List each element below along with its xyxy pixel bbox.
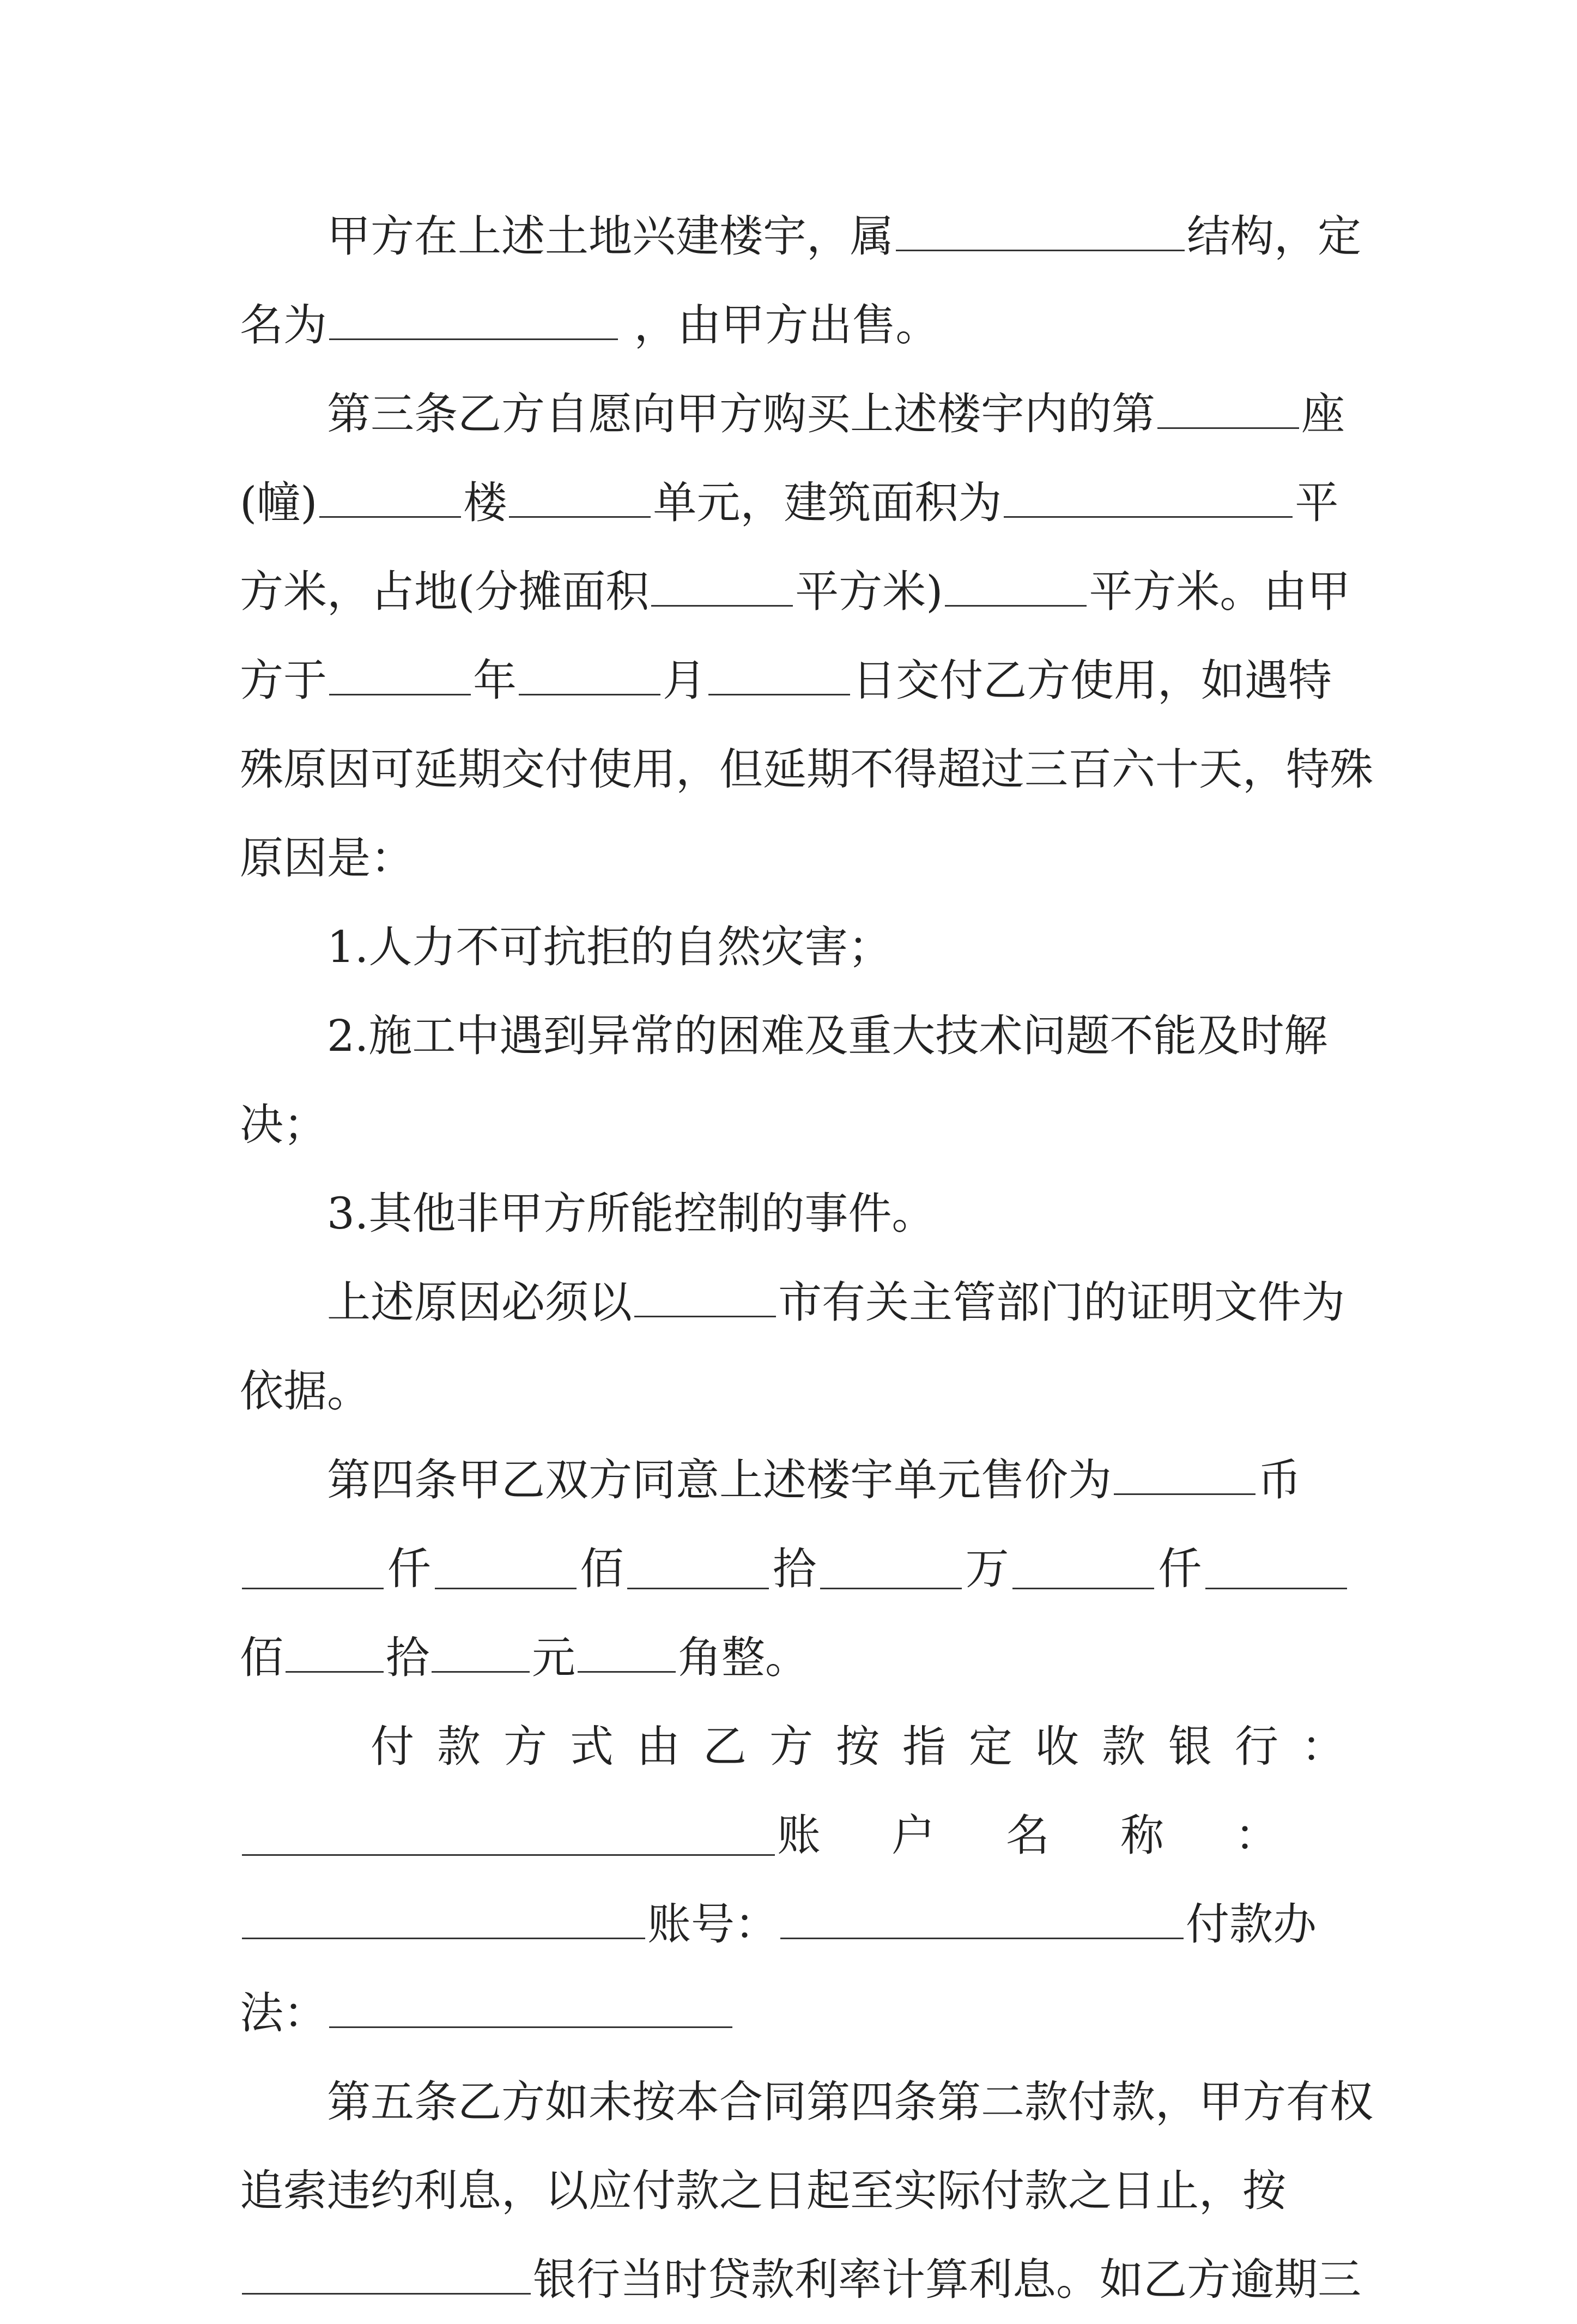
- text-segment: 币: [1258, 1455, 1301, 1505]
- shared-area-blank: [651, 566, 793, 607]
- text-segment: 账户名称：: [777, 1810, 1349, 1861]
- text-segment: 名为: [240, 300, 327, 350]
- payment-method-blank: [329, 1987, 732, 2028]
- text-line: [240, 1791, 1349, 1880]
- text-segment: (幢): [240, 477, 318, 528]
- text-line: [240, 2235, 1361, 2324]
- text-line: [240, 725, 1373, 814]
- text-line: [240, 2057, 1373, 2146]
- bank-blank: [242, 1815, 775, 1856]
- text-segment: ，由甲方出售。: [634, 300, 939, 350]
- name-blank: [329, 299, 618, 340]
- text-segment: 殊原因可延期交付使用，但延期不得超过三百六十天，特殊: [240, 744, 1373, 795]
- text-line: [240, 370, 1349, 458]
- bank-name-blank: [242, 2254, 531, 2295]
- text-line: [240, 1613, 1349, 1702]
- text-line: [240, 192, 1361, 281]
- land-area-blank: [945, 566, 1087, 607]
- text-segment: 依据。: [240, 1366, 371, 1417]
- seat-blank: [1157, 388, 1299, 429]
- text-segment: 拾: [772, 1544, 816, 1594]
- text-segment: 3.其他非甲方所能控制的事件。: [327, 1188, 936, 1239]
- currency-blank: [1114, 1454, 1255, 1495]
- building-blank: [319, 477, 461, 518]
- text-line: [240, 1436, 1349, 1524]
- text-segment: 平方米): [795, 566, 943, 617]
- text-segment: 付款方式由乙方按指定收款银行：: [371, 1721, 1368, 1772]
- text-line: [240, 1258, 1349, 1347]
- text-segment: 2.施工中遇到异常的困难及重大技术问题不能及时解: [327, 1010, 1328, 1061]
- text-line: [240, 547, 1349, 636]
- text-segment: 角整。: [678, 1632, 809, 1683]
- amount-blank: [1012, 1548, 1154, 1589]
- text-segment: 月: [663, 655, 706, 706]
- text-segment: 市有关主管部门的证明文件为: [778, 1277, 1345, 1328]
- list-item: [240, 903, 1349, 991]
- month-blank: [519, 655, 660, 695]
- text-segment: 账号：: [647, 1899, 778, 1950]
- list-item: [240, 991, 1349, 1080]
- text-segment: 方米，占地(分摊面积: [240, 566, 650, 617]
- text-segment: 第四条甲乙双方同意上述楼宇单元售价为: [327, 1455, 1112, 1505]
- text-segment: 佰: [580, 1544, 624, 1594]
- account-number-blank: [780, 1898, 1184, 1939]
- area-blank: [1004, 477, 1293, 518]
- text-segment: 原因是：: [240, 833, 414, 883]
- text-segment: 万: [965, 1544, 1009, 1594]
- amount-blank: [242, 1548, 384, 1589]
- text-segment: 元: [532, 1632, 575, 1683]
- text-line: [240, 1347, 1349, 1436]
- text-segment: 追索违约利息，以应付款之日起至实际付款之日止，按: [240, 2165, 1286, 2216]
- text-segment: 甲方在上述土地兴建楼宇，属: [327, 211, 894, 262]
- text-segment: 座: [1301, 389, 1345, 439]
- text-segment: 上述原因必须以: [327, 1277, 632, 1328]
- text-line: [240, 636, 1349, 725]
- text-segment: 第五条乙方如未按本合同第四条第二款付款，甲方有权: [327, 2077, 1373, 2127]
- city-blank: [634, 1276, 776, 1317]
- text-segment: 楼: [463, 477, 507, 528]
- text-segment: 方于: [240, 655, 327, 706]
- text-segment: 日交付乙方使用，如遇特: [852, 655, 1332, 706]
- text-segment: 仟: [387, 1544, 431, 1594]
- unit-blank: [509, 477, 651, 518]
- amount-blank: [627, 1548, 769, 1589]
- text-line: [240, 2146, 1349, 2235]
- text-segment: 拾: [386, 1632, 429, 1683]
- contract-body: [240, 192, 1373, 2324]
- amount-blank: [578, 1632, 676, 1673]
- text-line: [240, 458, 1349, 547]
- text-line: [240, 1524, 1349, 1613]
- amount-blank: [432, 1632, 530, 1673]
- text-segment: 佰: [240, 1632, 283, 1683]
- text-line: [240, 814, 1349, 903]
- amount-blank: [435, 1548, 577, 1589]
- text-segment: 法：: [240, 1988, 327, 2038]
- text-segment: 仟: [1158, 1544, 1202, 1594]
- list-item: [240, 1169, 1349, 1258]
- text-line: [240, 1080, 1349, 1169]
- text-segment: 银行当时贷款利率计算利息。如乙方逾期三: [533, 2254, 1361, 2305]
- amount-blank: [286, 1632, 384, 1673]
- account-name-blank: [242, 1898, 645, 1939]
- text-segment: 决；: [240, 1099, 327, 1150]
- text-segment: 年: [473, 655, 517, 706]
- day-blank: [708, 655, 850, 695]
- amount-blank: [820, 1548, 962, 1589]
- text-segment: 结构，定: [1187, 211, 1361, 262]
- text-line: [240, 281, 1349, 370]
- text-segment: 单元，建筑面积为: [653, 477, 1002, 528]
- text-line: [240, 1969, 1349, 2057]
- text-segment: 第三条乙方自愿向甲方购买上述楼宇内的第: [327, 389, 1155, 439]
- structure-blank: [896, 210, 1185, 251]
- amount-blank: [1205, 1548, 1347, 1589]
- text-line: [240, 1702, 1368, 1791]
- text-segment: 平: [1295, 477, 1339, 528]
- text-segment: 1.人力不可抗拒的自然灾害；: [327, 922, 892, 972]
- text-line: [240, 1880, 1349, 1969]
- text-segment: 付款办: [1186, 1899, 1317, 1950]
- text-segment: 平方米。由甲: [1089, 566, 1351, 617]
- year-blank: [329, 655, 471, 695]
